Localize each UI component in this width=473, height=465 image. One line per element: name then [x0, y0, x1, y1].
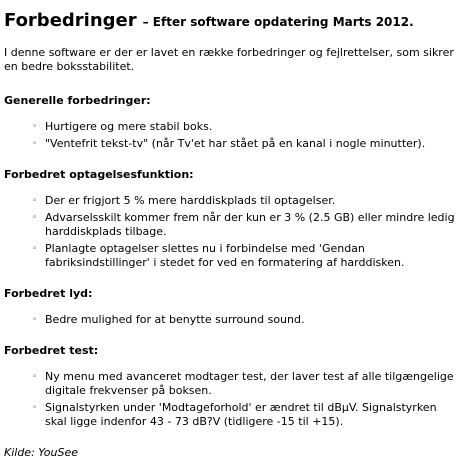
section-heading-test: Forbedret test: [4, 344, 99, 357]
bullet-icon: ◦ [32, 403, 38, 413]
list-item-text: Ny menu med avanceret modtager test, der laver test af alle tilgængelige digitale frekvenser på boksen. [45, 370, 454, 397]
section-list-recording [4, 194, 461, 270]
section-heading-sound: Forbedret lyd: [4, 287, 93, 300]
list-item-text: Der er frigjort 5 % mere harddiskplads til optagelser. [45, 194, 336, 207]
list-item-text: Hurtigere og mere stabil boks. [45, 120, 213, 133]
section-heading-recording: Forbedret optagelsesfunktion: [4, 168, 194, 181]
list-item [32, 137, 461, 151]
bullet-icon: ◦ [32, 372, 38, 382]
list-item-text: Bedre mulighed for at benytte surround sound. [45, 313, 305, 326]
title-row [4, 10, 461, 32]
list-item [32, 401, 461, 429]
list-item [32, 120, 461, 134]
list-item-text: Signalstyrken under 'Modtageforhold' er ændret til dBµV. Signalstyrken skal ligge indenfor 43 - 73 dB?V (tidligere -15 til +15). [45, 401, 437, 428]
section-list-sound [4, 313, 461, 327]
intro-paragraph: I denne software er der er lavet en række forbedringer og fejlrettelser, som sikrer en bedre boksstabilitet. [4, 46, 454, 73]
list-item [32, 313, 461, 327]
list-item-text: "Ventefrit tekst-tv" (når Tv'et har stået på en kanal i nogle minutter). [45, 137, 426, 150]
bullet-icon: ◦ [32, 196, 38, 206]
page-subtitle: – Efter software opdatering Marts 2012. [142, 15, 414, 29]
list-item [32, 242, 461, 270]
list-item [32, 370, 461, 398]
list-item-text: Planlagte optagelser slettes nu i forbindelse med 'Gendan fabriksindstillinger' i stedet for ved en formatering af harddisken. [45, 242, 405, 269]
list-item [32, 211, 461, 239]
source-credit: Kilde: YouSee [4, 446, 79, 459]
section-list-test [4, 370, 461, 429]
bullet-icon: ◦ [32, 122, 38, 132]
page-title: Forbedringer [4, 10, 137, 31]
bullet-icon: ◦ [32, 244, 38, 254]
bullet-icon: ◦ [32, 315, 38, 325]
section-list-general [4, 120, 461, 151]
section-heading-general: Generelle forbedringer: [4, 94, 151, 107]
bullet-icon: ◦ [32, 213, 38, 223]
bullet-icon: ◦ [32, 139, 38, 149]
list-item-text: Advarselsskilt kommer frem når der kun er 3 % (2.5 GB) eller mindre ledig harddiskplads tilbage. [45, 211, 455, 238]
list-item [32, 194, 461, 208]
